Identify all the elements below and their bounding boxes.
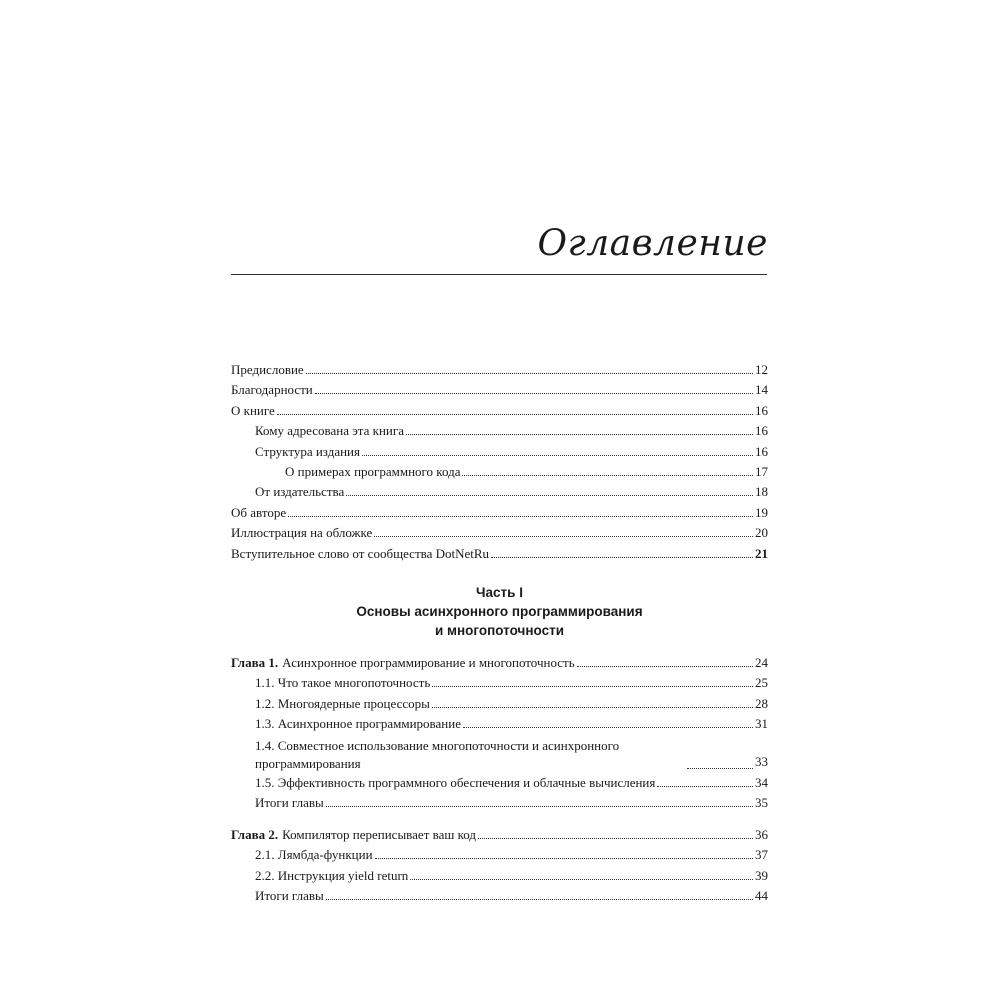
toc-entry[interactable] [231, 866, 768, 886]
toc-entry-page: 31 [755, 716, 768, 732]
part-heading [231, 583, 768, 640]
toc-entry-page: 37 [755, 847, 768, 863]
part-title-line-1: Основы асинхронного программирования [356, 604, 643, 619]
toc-entry-text: Благодарности [231, 380, 314, 400]
dot-leader [326, 899, 753, 900]
dot-leader [657, 786, 753, 787]
toc-entry-page: 17 [755, 463, 768, 479]
toc-chapter-entry[interactable] [231, 653, 768, 673]
title-rule [231, 274, 767, 275]
toc-entry[interactable] [231, 544, 768, 564]
toc-entry[interactable] [231, 793, 768, 813]
toc-entry-text: 1.1. Что такое многопоточность [255, 673, 431, 693]
toc-chapter-1 [231, 653, 768, 813]
toc-entry-text: 2.1. Лямбда-функции [255, 845, 374, 865]
chapter-title: Асинхронное программирование и многопоточность [282, 655, 575, 670]
toc-entry-page: 36 [755, 827, 768, 842]
toc-entry-page: 24 [755, 655, 768, 670]
toc-entry-text: От издательства [255, 482, 345, 502]
dot-leader [277, 414, 753, 415]
toc-entry-page: 16 [755, 443, 768, 459]
dot-leader [432, 707, 753, 708]
toc-entry[interactable] [231, 673, 768, 693]
dot-leader [463, 727, 753, 728]
dot-leader [346, 495, 753, 496]
toc-entry-text: 1.5. Эффективность программного обеспечения и облачные вычисления [255, 773, 656, 793]
dot-leader [375, 858, 753, 859]
toc-chapter-2 [231, 825, 768, 907]
toc-front-matter [231, 360, 768, 564]
dot-leader [432, 686, 753, 687]
toc-entry-text: 1.4. Совместное использование многопоточности и асинхронного программирования [255, 737, 686, 773]
toc-entry-page: 21 [755, 545, 768, 561]
toc-entry[interactable] [231, 773, 768, 793]
toc-entry-page: 25 [755, 675, 768, 691]
dot-leader [687, 768, 753, 769]
toc-entry-text: О примерах программного кода [285, 462, 461, 482]
dot-leader [406, 434, 753, 435]
toc-entry[interactable] [231, 401, 768, 421]
toc-entry-text: Вступительное слово от сообщества DotNetRu [231, 544, 490, 564]
toc-entry-text: 2.2. Инструкция yield return [255, 866, 409, 886]
toc-entry-page: 18 [755, 484, 768, 500]
toc-entry[interactable] [231, 735, 768, 773]
toc-entry-text: О книге [231, 401, 276, 421]
toc-entry[interactable] [231, 714, 768, 734]
toc-entry-text: Кому адресована эта книга [255, 421, 405, 441]
toc-entry-page: 35 [755, 794, 768, 810]
toc-entry[interactable] [231, 380, 768, 400]
toc-entry-text [231, 825, 477, 845]
toc-entry[interactable] [231, 360, 768, 380]
dot-leader [362, 455, 753, 456]
toc-entry-page: 16 [755, 423, 768, 439]
toc-entry-text [231, 653, 576, 673]
toc-entry-text: Предисловие [231, 360, 305, 380]
toc-entry-page: 33 [755, 754, 768, 770]
toc-entry-text: Об авторе [231, 503, 287, 523]
toc-entry[interactable] [231, 482, 768, 502]
toc-entry-page: 19 [755, 504, 768, 520]
toc-entry-page: 20 [755, 525, 768, 541]
toc-entry[interactable] [231, 845, 768, 865]
toc-entry-page: 28 [755, 695, 768, 711]
dot-leader [326, 806, 753, 807]
toc-entry-text: Структура издания [255, 442, 361, 462]
toc-entry[interactable] [231, 442, 768, 462]
toc-entry-text: 1.2. Многоядерные процессоры [255, 694, 431, 714]
toc-entry[interactable] [231, 886, 768, 906]
toc-entry[interactable] [231, 694, 768, 714]
toc-entry-page: 16 [755, 402, 768, 418]
part-title-line-2: и многопоточности [434, 623, 564, 638]
toc-entry-page: 44 [755, 888, 768, 904]
toc-entry-text: Итоги главы [255, 886, 325, 906]
dot-leader [410, 879, 753, 880]
toc-entry-text: Итоги главы [255, 793, 325, 813]
toc-entry[interactable] [231, 523, 768, 543]
dot-leader [577, 666, 753, 667]
dot-leader [374, 536, 753, 537]
toc-entry-page: 39 [755, 867, 768, 883]
toc-entry-page: 12 [755, 362, 768, 377]
toc-entry[interactable] [231, 421, 768, 441]
dot-leader [478, 838, 753, 839]
dot-leader [306, 373, 753, 374]
page-title: Оглавление [537, 223, 768, 264]
dot-leader [288, 516, 753, 517]
toc-chapter-entry[interactable] [231, 825, 768, 845]
dot-leader [491, 557, 753, 558]
toc-entry-page: 34 [755, 774, 768, 790]
toc-entry-text: 1.3. Асинхронное программирование [255, 714, 462, 734]
dot-leader [315, 393, 753, 394]
dot-leader [462, 475, 753, 476]
chapter-title: Компилятор переписывает ваш код [282, 827, 477, 842]
part-label: Часть I [476, 585, 523, 600]
toc-entry-page: 14 [755, 382, 768, 398]
chapter-prefix: Глава 1. [231, 655, 279, 670]
toc-entry[interactable] [231, 503, 768, 523]
chapter-prefix: Глава 2. [231, 827, 279, 842]
toc-entry-text: Иллюстрация на обложке [231, 523, 373, 543]
toc-entry[interactable] [231, 462, 768, 482]
